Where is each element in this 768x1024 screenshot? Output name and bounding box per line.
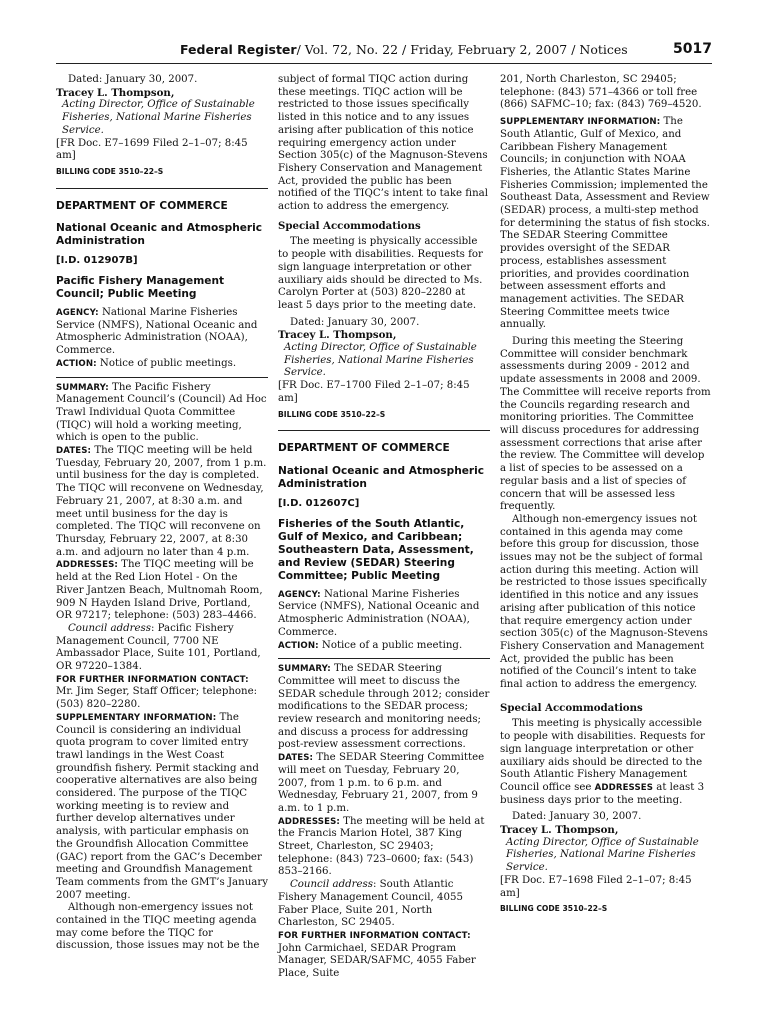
continued-paragraph: 201, North Charleston, SC 29405; telephone: (843) 571–4366 or toll free (866) SAFMC–10; fax: (843) 769–4520. [500, 74, 702, 111]
fr-doc-line: [FR Doc. E7–1700 Filed 2–1–07; 8:45 am] [278, 380, 470, 404]
meeting-paragraph: During this meeting the Steering Committee will consider benchmark assessments during 2009 - 2012 and update assessments in 2008 and 2009. The Committee will receive reports from the Councils regarding research and monitoring priorities. The Committee will discuss procedures for addressing assessment corrections that arise after the review. The Committee will develop a list of species to be assessed on a regular basis and a list of species of concern that will be assessed less frequently. [500, 336, 711, 513]
column-2 [278, 74, 490, 981]
dates-paragraph: DATES: The TIQC meeting will be held Tuesday, February 20, 2007, from 1 p.m. until business for the day is completed. The TIQC will reconvene on Wednesday, February 21, 2007, at 8:30 a.m. and meet until business for the day is completed. The TIQC will reconvene on Thursday, February 22, 2007, at 8:30 a.m. and adjourn no later than 4 p.m. [56, 445, 267, 558]
dated-line: Dated: January 30, 2007. [68, 74, 198, 85]
signer-title: Acting Director, Office of Sustainable Fisheries, National Marine Fisheries Service. [506, 836, 699, 874]
contact-paragraph: FOR FURTHER INFORMATION CONTACT: John Carmichael, SEDAR Program Manager, SEDAR/SAFMC, 4055 Faber Place, Suite [278, 930, 476, 980]
signer-name: Tracey L. Thompson, [500, 824, 619, 837]
section-divider [56, 188, 268, 189]
journal-name: Federal Register [180, 42, 297, 57]
notice-id: [I.D. 012907B] [56, 255, 138, 267]
addresses-paragraph: ADDRESSES: The meeting will be held at the Francis Marion Hotel, 387 King Street, Charleston, SC 29403; telephone: (843) 723–0600; fax: (543) 853–2166. [278, 815, 485, 878]
section-divider [278, 430, 490, 431]
non-emergency-paragraph: Although non-emergency issues not contained in the TIQC meeting agenda may come before the TIQC for discussion, those issues may not be the [56, 902, 260, 952]
special-accommodations-heading: Special Accommodations [500, 701, 643, 714]
dates-paragraph: DATES: The SEDAR Steering Committee will meet on Tuesday, February 20, 2007, from 1 p.m. to 6 p.m. and Wednesday, February 21, 2007, from 9 a.m. to 1 p.m. [278, 752, 485, 814]
page-header [56, 40, 712, 62]
special-accommodations-paragraph: This meeting is physically accessible to people with disabilities. Requests for sign language interpretation or other auxiliary aids should be directed to the South Atlantic Fishery Management Council office see ADDRESSES at least 3 business days prior to the meeting. [500, 718, 705, 806]
special-accommodations-paragraph: The meeting is physically accessible to people with disabilities. Requests for sign language interpretation or other auxiliary aids should be directed to Ms. Carolyn Porter at (503) 820–2280 at least 5 days prior to the meeting date. [278, 236, 483, 311]
action-rule [56, 377, 268, 378]
dated-line: Dated: January 30, 2007. [290, 316, 420, 328]
summary-paragraph: SUMMARY: The Pacific Fishery Management Council’s (Council) Ad Hoc Trawl Individual Quota Committee (TIQC) will hold a working meeting, which is open to the public. [56, 381, 267, 444]
notice-title: Fisheries of the South Atlantic, Gulf of Mexico, and Caribbean; Southeastern Data, Assessment, and Review (SEDAR) Steering Committee; Public Meeting [278, 517, 474, 582]
council-address: Council address: Pacific Fishery Management Council, 7700 NE Ambassador Place, Suite 101, Portland, OR 97220–1384. [56, 622, 261, 673]
notice-title: Pacific Fishery Management Council; Public Meeting [56, 275, 225, 301]
supplementary-paragraph: SUPPLEMENTARY INFORMATION: The South Atlantic, Gulf of Mexico, and Caribbean Fishery Management Councils; in conjunction with NOAA Fisheries, the Atlantic States Marine Fisheries Commission; implemented the Southeast Data, Assessment and Review (SEDAR) process, a multi-step method for determining the status of fish stocks. The SEDAR Steering Committee provides oversight of the SEDAR process, establishes assessment priorities, and provides coordination between assessment efforts and management activities. The SEDAR Steering Committee meets twice annually. [500, 116, 710, 331]
billing-code: BILLING CODE 3510–22–S [278, 409, 386, 419]
contact-paragraph: FOR FURTHER INFORMATION CONTACT: Mr. Jim Seger, Staff Officer; telephone: (503) 820–2280. [56, 674, 258, 711]
action-rule [278, 658, 490, 659]
department-heading: DEPARTMENT OF COMMERCE [56, 199, 228, 212]
agency-heading: National Oceanic and Atmospheric Administration [278, 464, 485, 490]
billing-code: BILLING CODE 3510–22–S [500, 904, 608, 914]
agency-paragraph: AGENCY: National Marine Fisheries Service (NMFS), National Oceanic and Atmospheric Administration (NOAA), Commerce. [278, 588, 480, 638]
department-heading: DEPARTMENT OF COMMERCE [278, 442, 450, 455]
signer-name: Tracey L. Thompson, [278, 329, 397, 342]
billing-code: BILLING CODE 3510–22–S [56, 166, 164, 176]
agency-heading: National Oceanic and Atmospheric Administration [56, 222, 263, 248]
continued-paragraph: subject of formal TIQC action during these meetings. TIQC action will be restricted to those issues specifically listed in this notice and to any issues arising after publication of this notice requiring emergency action under Section 305(c) of the Magnuson-Stevens Fishery Conservation and Management Act, provided the public has been notified of the TIQC’s intent to take final action to address the emergency. [278, 74, 488, 213]
non-emergency-paragraph: Although non-emergency issues not contained in this agenda may come before this group for discussion, those issues may not be the subject of formal action during this meeting. Action will be restricted to those issues specifically identified in this notice and any issues arising after publication of this notice that require emergency action under section 305(c) of the Magnuson-Stevens Fishery Conservation and Management Act, provided the public has been notified of the Council’s intent to take final action to address the emergency. [500, 513, 708, 691]
notice-id: [I.D. 012607C] [278, 497, 360, 509]
header-rule [56, 63, 712, 64]
dated-line: Dated: January 30, 2007. [512, 811, 642, 823]
special-accommodations-heading: Special Accommodations [278, 219, 421, 232]
signer-title: Acting Director, Office of Sustainable Fisheries, National Marine Fisheries Service. [62, 99, 255, 136]
fr-doc-line: [FR Doc. E7–1699 Filed 2–1–07; 8:45 am] [56, 137, 248, 162]
supplementary-paragraph: SUPPLEMENTARY INFORMATION: The Council is considering an individual quota program to cover limited entry trawl landings in the West Coast groundfish fishery. Permit stacking and cooperative alternatives are also being considered. The purpose of the TIQC working meeting is to review and further develop alternatives under analysis, with particular emphasis on the Groundfish Allocation Committee (GAC) report from the GAC’s December meeting and Groundfish Management Team comments from the GMT’s January 2007 meeting. [56, 711, 268, 901]
action-paragraph: ACTION: Notice of a public meeting. [278, 639, 463, 651]
column-1 [56, 74, 268, 953]
council-address: Council address: South Atlantic Fishery Management Council, 4055 Faber Place, Suite 201, North Charleston, SC 29405. [278, 879, 463, 929]
signer-name: Tracey L. Thompson, [56, 86, 175, 99]
summary-paragraph: SUMMARY: The SEDAR Steering Committee will meet to discuss the SEDAR schedule through 2012; consider modifications to the SEDAR process; review research and monitoring needs; and discuss a process for addressing post-review assessment corrections. [278, 663, 490, 751]
issue-info: / Vol. 72, No. 22 / Friday, February 2, 2007 / Notices [296, 42, 628, 57]
fr-doc-line: [FR Doc. E7–1698 Filed 2–1–07; 8:45 am] [500, 874, 692, 899]
addresses-paragraph: ADDRESSES: The TIQC meeting will be held at the Red Lion Hotel - On the River Jantzen Beach, Multnomah Room, 909 N Hayden Island Drive, Portland, OR 97217; telephone: (503) 283–4466. [56, 559, 263, 622]
signer-title: Acting Director, Office of Sustainable Fisheries, National Marine Fisheries Service. [284, 342, 477, 379]
running-title [180, 42, 628, 57]
agency-paragraph: AGENCY: National Marine Fisheries Service (NMFS), National Oceanic and Atmospheric Administration (NOAA), Commerce. [56, 307, 258, 357]
page-number: 5017 [673, 41, 712, 57]
column-3 [500, 74, 712, 916]
action-paragraph: ACTION: Notice of public meetings. [56, 357, 237, 369]
